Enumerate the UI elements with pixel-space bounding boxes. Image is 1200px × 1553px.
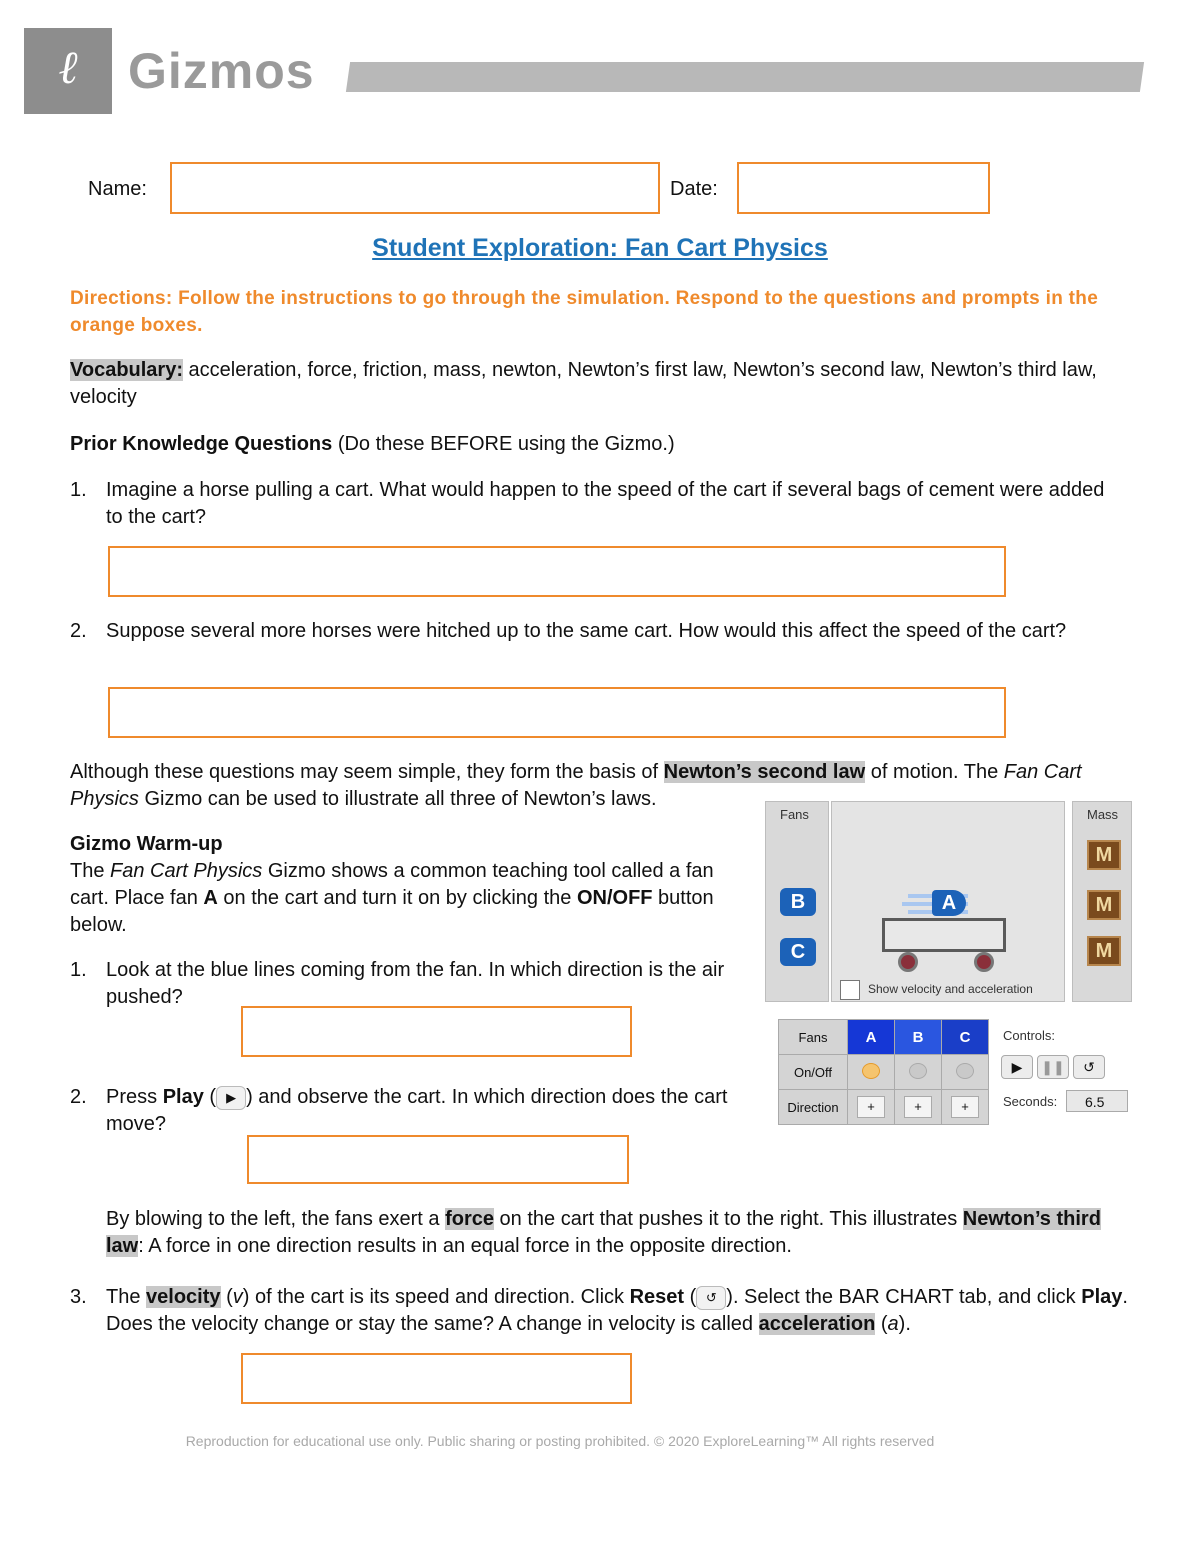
prior-note: (Do these BEFORE using the Gizmo.) (332, 433, 675, 455)
prior-q1-answer-box[interactable] (108, 546, 1006, 597)
intro-text-1: Although these questions may seem simple, they form the basis of (70, 761, 664, 783)
q3-text-e: ). Select the BAR CHART tab, and click (726, 1286, 1082, 1308)
page-title: Student Exploration: Fan Cart Physics (372, 234, 828, 262)
fan-c-button[interactable]: C (780, 938, 816, 966)
q3-text-g: ( (875, 1313, 888, 1335)
prior-q2-answer-box[interactable] (108, 687, 1006, 738)
fan-b-direction-cell (895, 1090, 942, 1125)
date-label: Date: (670, 178, 718, 200)
vocabulary-paragraph (70, 357, 1130, 411)
date-field[interactable] (737, 162, 990, 214)
play-icon: ▶ (216, 1086, 246, 1110)
cart-wheel-right (974, 952, 994, 972)
mass-block-1[interactable]: M (1087, 840, 1121, 870)
show-velocity-checkbox[interactable] (840, 980, 860, 1000)
q3-a: a (887, 1313, 899, 1335)
warmup-section (70, 831, 750, 939)
vocabulary-text: acceleration, force, friction, mass, newton, Newton’s first law, Newton’s second law, Newton’s third law, velocity (70, 359, 1097, 408)
third-law-highlight: Newton’s third law (106, 1208, 1101, 1257)
warmup-text-4: button below. (70, 887, 714, 936)
seconds-label: Seconds: (1003, 1094, 1058, 1109)
warmup-q2-answer-box[interactable] (247, 1135, 629, 1184)
blow-text-2: on the cart that pushes it to the right. This illustrates (494, 1208, 963, 1230)
prior-knowledge-heading (70, 431, 1130, 458)
name-label: Name: (88, 178, 147, 200)
cart-body[interactable] (882, 918, 1006, 952)
velocity-highlight: velocity (146, 1286, 221, 1308)
q3-text-b: ( (220, 1286, 233, 1308)
fan-c-header: C (942, 1020, 989, 1055)
fan-c-direction-button[interactable]: + (951, 1096, 979, 1118)
warmup-q3-text (106, 1284, 1136, 1338)
fans-panel-label: Fans (780, 807, 809, 822)
brand-name: Gizmos (128, 43, 315, 99)
warmup-onoff: ON/OFF (576, 887, 653, 909)
cart-wheel-left (898, 952, 918, 972)
warmup-text-1: The (70, 860, 111, 882)
seconds-value: 6.5 (1066, 1090, 1128, 1112)
warmup-q1-number: 1. (70, 959, 87, 981)
fan-a-onoff-toggle[interactable] (862, 1063, 880, 1079)
directions-text: Directions: Follow the instructions to go through the simulation. Respond to the questions and prompts in the orange boxes. (70, 288, 1099, 336)
fan-a-on-cart[interactable]: A (932, 890, 966, 916)
fan-a-direction-cell (848, 1090, 895, 1125)
fans-header: Fans (779, 1020, 848, 1055)
mass-block-2[interactable]: M (1087, 890, 1121, 920)
mass-panel (1072, 801, 1132, 1002)
fan-b-button[interactable]: B (780, 888, 816, 916)
warmup-q2-number: 2. (70, 1086, 87, 1108)
fan-a-onoff-cell (848, 1055, 895, 1090)
prior-q1-text: Imagine a horse pulling a cart. What would happen to the speed of the cart if several bags of cement were added to the cart? (106, 479, 1105, 528)
playback-controls (1001, 1055, 1109, 1079)
prior-heading: Prior Knowledge Questions (70, 433, 333, 455)
q2-play-word: Play (162, 1086, 204, 1108)
q3-reset-word: Reset (629, 1286, 685, 1308)
force-highlight: force (445, 1208, 494, 1230)
newtons-second-law-highlight: Newton’s second law (663, 761, 866, 783)
q3-text-h: ). (898, 1313, 911, 1335)
name-field[interactable] (170, 162, 660, 214)
prior-q2-text: Suppose several more horses were hitched up to the same cart. How would this affect the speed of the cart? (106, 620, 1067, 642)
warmup-italic: Fan Cart Physics (110, 860, 263, 882)
warmup-q2-text (106, 1084, 751, 1138)
onoff-row-label: On/Off (779, 1055, 848, 1090)
intro-text-2: of motion. The (865, 761, 1004, 783)
q2-text-c: ) and observe the cart. In which direction does the cart move? (106, 1086, 728, 1135)
warmup-q1-answer-box[interactable] (241, 1006, 632, 1057)
fan-b-header: B (895, 1020, 942, 1055)
q3-text-f: . Does the velocity change or stay the same? A change in velocity is called (106, 1286, 1128, 1335)
explorelearning-logo (24, 28, 112, 114)
q3-text-d: ( (684, 1286, 697, 1308)
fans-panel (765, 801, 829, 1002)
reset-button[interactable]: ↺ (1073, 1055, 1105, 1079)
fan-control-table-wrap (778, 1019, 989, 1125)
fan-c-onoff-toggle[interactable] (956, 1063, 974, 1079)
controls-label: Controls: (1003, 1028, 1056, 1043)
q3-v: v (232, 1286, 243, 1308)
warmup-q1-text: Look at the blue lines coming from the fan. In which direction is the air pushed? (106, 959, 725, 1008)
mass-block-3[interactable]: M (1087, 936, 1121, 966)
intro-text-3: Gizmo can be used to illustrate all three of Newton’s laws. (138, 788, 657, 810)
third-law-paragraph (106, 1206, 1136, 1260)
q3-text-c: ) of the cart is its speed and direction. Click (242, 1286, 630, 1308)
simulation-view (831, 801, 1065, 1002)
blow-text-1: By blowing to the left, the fans exert a (106, 1208, 446, 1230)
reset-icon: ↺ (696, 1286, 726, 1310)
warmup-text-2: Gizmo shows a common teaching tool called a fan cart. Place fan (70, 860, 714, 909)
fan-a-header: A (848, 1020, 895, 1055)
blow-text-3: : A force in one direction results in an equal force in the opposite direction. (138, 1235, 792, 1257)
q2-text-a: Press (106, 1086, 163, 1108)
warmup-heading: Gizmo Warm-up (70, 833, 223, 855)
direction-row-label: Direction (779, 1090, 848, 1125)
logo-glyph: ℓ (58, 40, 78, 94)
q3-text-a: The (106, 1286, 147, 1308)
mass-panel-label: Mass (1087, 807, 1119, 822)
q2-text-b: ( (203, 1086, 217, 1108)
warmup-fan-a: A (203, 887, 218, 909)
fan-c-direction-cell (942, 1090, 989, 1125)
header-bar (346, 62, 1144, 92)
fan-a-direction-button[interactable]: + (857, 1096, 885, 1118)
fan-b-direction-button[interactable]: + (904, 1096, 932, 1118)
play-button[interactable]: ▶ (1001, 1055, 1033, 1079)
q3-play-word: Play (1081, 1286, 1123, 1308)
show-velocity-label: Show velocity and acceleration (868, 982, 1033, 996)
fan-c-onoff-cell (942, 1055, 989, 1090)
fan-control-table (778, 1019, 989, 1125)
acceleration-highlight: acceleration (758, 1313, 876, 1335)
warmup-q3-answer-box[interactable] (241, 1353, 632, 1404)
prior-q1-number: 1. (70, 479, 87, 501)
intro-italic: Fan Cart Physics (70, 761, 1082, 810)
vocabulary-label: Vocabulary: (70, 359, 183, 381)
warmup-text-3: on the cart and turn it on by clicking the (217, 887, 577, 909)
fan-b-onoff-cell (895, 1055, 942, 1090)
fan-b-onoff-toggle[interactable] (909, 1063, 927, 1079)
footer-text: Reproduction for educational use only. Public sharing or posting prohibited. © 2020 ExploreLearning™ All rights reserved (185, 1433, 935, 1449)
pause-button[interactable]: ❚❚ (1037, 1055, 1069, 1079)
warmup-q3-number: 3. (70, 1286, 87, 1308)
prior-q2-number: 2. (70, 620, 87, 642)
